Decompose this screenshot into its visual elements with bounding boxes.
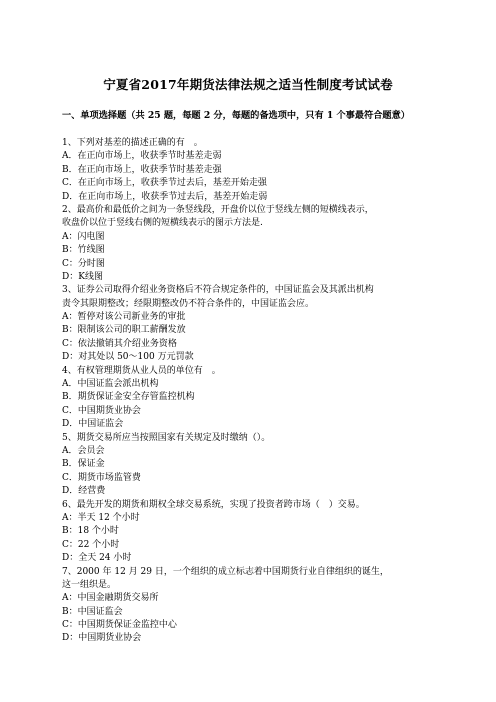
text-line: B．保证金 — [62, 459, 105, 470]
text-line: D：全天 24 小时 — [62, 553, 132, 564]
text-line: A：暂停对该公司新业务的审批 — [62, 312, 186, 323]
text-line: D：中国期货业协会 — [62, 633, 142, 644]
text-line: B：中国证监会 — [62, 606, 123, 617]
text-line: A．中国证监会派出机构 — [62, 379, 159, 390]
text-line: D．中国证监会 — [62, 419, 124, 430]
text-line: C：中国期货保证金监控中心 — [62, 620, 177, 631]
document-title: 宁夏省2017年期货法律法规之适当性制度考试试卷 — [103, 77, 393, 92]
text-line: B：竹线图 — [62, 245, 105, 256]
text-line: D：对其处以 50～100 万元罚款 — [62, 352, 194, 363]
text-line: C．中国期货业协会 — [62, 405, 141, 416]
section-heading: 一、单项选择题（共 25 题，每题 2 分，每题的备选项中，只有 1 个事最符合题意） — [62, 110, 410, 121]
text-line: B：限制该公司的职工薪酬发放 — [62, 325, 186, 336]
text-line: 收盘价以位于竖线右侧的短横线表示的图示方法是. — [62, 218, 263, 229]
text-line: 1、下列对基差的描述正确的有 。 — [62, 138, 203, 148]
text-line: 2、最高价和最低价之间为一条竖线段，开盘价以位于竖线左侧的短横线表示， — [62, 204, 374, 215]
text-line: C．期货市场监管费 — [62, 472, 141, 483]
text-line: B：18 个小时 — [62, 526, 119, 537]
text-line: 5、期货交易所应当按照国家有关规定及时缴纳（）。 — [62, 432, 271, 443]
text-line: A．在正向市场上，收获季节时基差走弱 — [62, 151, 222, 162]
text-line: 这一组织是。 — [62, 579, 117, 590]
text-line: A．会员会 — [62, 445, 105, 456]
text-line: B．在正向市场上，收获季节时基差走强 — [62, 164, 222, 175]
text-line: A：中国金融期货交易所 — [62, 593, 159, 604]
text-line: D．经营费 — [62, 486, 106, 497]
text-line: 责令其限期整改；经限期整改仍不符合条件的，中国证监会应。 — [62, 298, 315, 309]
text-line: D．在正向市场上，收获季节过去后，基差开始走弱 — [62, 191, 268, 202]
text-line: 3、证券公司取得介绍业务资格后不符合规定条件的，中国证监会及其派出机构 — [62, 285, 374, 296]
text-line: C：22 个小时 — [62, 539, 120, 550]
text-line: A：半天 12 个小时 — [62, 512, 140, 523]
text-line: C：分时图 — [62, 258, 105, 269]
text-line: D：K线图 — [62, 271, 103, 282]
text-line: C：依法撤销其介绍业务资格 — [62, 338, 177, 349]
text-line: 4、有权管理期货从业人员的单位有 。 — [62, 365, 221, 376]
text-line: A：闪电图 — [62, 231, 105, 242]
text-line: 7、2000 年 12 月 29 日，一个组织的成立标志着中国期货行业自律组织的诞生， — [62, 566, 389, 577]
question-list — [62, 137, 442, 646]
text-line: B．期货保证金安全存管监控机构 — [62, 392, 195, 403]
text-line: C．在正向市场上，收获季节过去后，基差开始走强 — [62, 178, 267, 189]
text-line: 6、最先开发的期货和期权全球交易系统，实现了投资者跨市场（ ）交易。 — [62, 499, 365, 510]
